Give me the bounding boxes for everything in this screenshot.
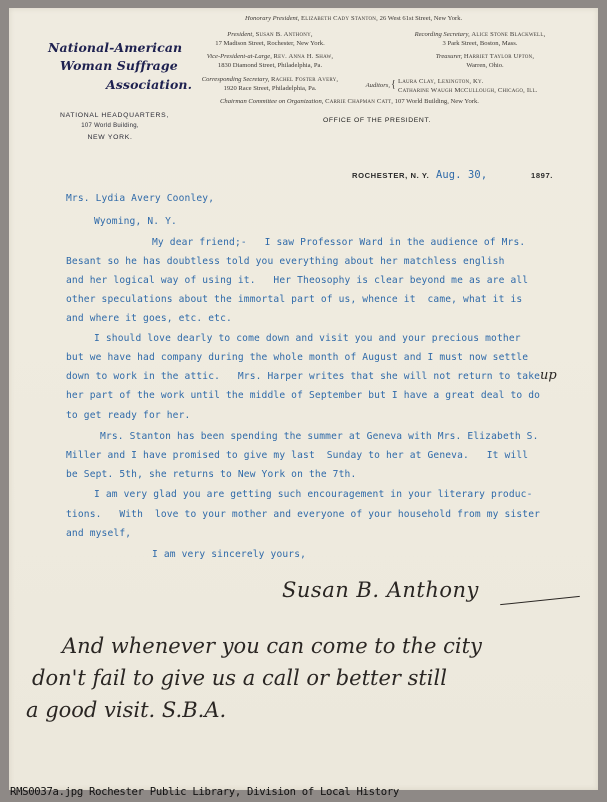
body-line: and where it goes, etc. etc. xyxy=(66,313,232,324)
postscript-line: don't fail to give us a call or better still xyxy=(32,666,447,690)
treasurer-role: Treasurer, xyxy=(435,53,463,60)
headquarters-building: 107 World Building, xyxy=(81,123,139,129)
auditor-2: Catharine Waugh McCullough, Chicago, Ill. xyxy=(398,87,538,94)
chairman-address: 107 World Building, New York. xyxy=(394,98,479,105)
honorary-president-name: Elizabeth Cady Stanton, xyxy=(301,15,378,22)
body-line: but we have had company during the whole month of August and I must now settle xyxy=(66,352,529,363)
body-line: and her logical way of using it. Her Theosophy is clear beyond me as are all xyxy=(66,275,529,286)
president-name: Susan B. Anthony, xyxy=(255,31,313,38)
postscript-line: And whenever you can come to the city xyxy=(62,634,482,658)
body-line: to get ready for her. xyxy=(66,410,191,421)
treasurer-address: Warren, Ohio. xyxy=(466,62,504,69)
president-address: 17 Madison Street, Rochester, New York. xyxy=(215,40,325,47)
signature: Susan B. Anthony xyxy=(282,578,479,602)
recording-secretary-address: 3 Park Street, Boston, Mass. xyxy=(442,40,518,47)
vice-president-block xyxy=(190,52,350,70)
year-printed: 1897. xyxy=(531,171,554,180)
handwritten-insert: up xyxy=(540,368,557,383)
office-of-president: OFFICE OF THE PRESIDENT. xyxy=(323,117,431,124)
body-line: and myself, xyxy=(66,528,132,539)
chairman-name: Carrie Chapman Catt, xyxy=(325,98,394,105)
date-typed: Aug. 30, xyxy=(436,169,488,181)
president-role: President, xyxy=(227,31,254,38)
vice-president-role: Vice-President-at-Large, xyxy=(206,53,272,60)
auditors-list xyxy=(398,77,538,95)
body-line: I am very glad you are getting such encouragement in your literary produc- xyxy=(94,489,533,500)
chairman-role: Chairman Committee on Organization, xyxy=(220,98,324,105)
headquarters-label: NATIONAL HEADQUARTERS, xyxy=(60,112,169,119)
org-name-line-1: National-American xyxy=(48,40,183,55)
auditors-brace: { xyxy=(391,79,396,90)
postscript-line: a good visit. S.B.A. xyxy=(26,698,227,722)
body-line: tions. With love to your mother and everyone of your household from my sister xyxy=(66,509,541,520)
honorary-president-address: 26 West 61st Street, New York. xyxy=(379,15,463,22)
recipient-name: Mrs. Lydia Avery Coonley, xyxy=(66,193,215,204)
image-caption: RMS0037a.jpg Rochester Public Library, Division of Local History xyxy=(10,786,399,798)
headquarters-city: NEW YORK. xyxy=(87,134,133,141)
body-line: Mrs. Stanton has been spending the summer at Geneva with Mrs. Elizabeth S. xyxy=(100,431,539,442)
body-line: I should love dearly to come down and visit you and your precious mother xyxy=(94,333,521,344)
closing: I am very sincerely yours, xyxy=(152,549,307,560)
auditors-role: Auditors, xyxy=(365,82,390,89)
body-line: other speculations about the immortal part of us, whence it came, what it is xyxy=(66,294,523,305)
auditor-1: Laura Clay, Lexington, Ky. xyxy=(398,78,484,85)
org-name-line-2: Woman Suffrage xyxy=(60,58,178,73)
place-printed: ROCHESTER, N. Y. xyxy=(352,171,430,180)
body-line: Miller and I have promised to give my last Sunday to her at Geneva. It will xyxy=(66,450,529,461)
corresponding-secretary-name: Rachel Foster Avery, xyxy=(271,76,339,83)
chairman-line xyxy=(220,97,580,106)
corresponding-secretary-block xyxy=(190,75,350,93)
body-line: down to work in the attic. Mrs. Harper writes that she will not return to take xyxy=(66,371,541,382)
recording-secretary-role: Recording Secretary, xyxy=(414,31,470,38)
treasurer-block xyxy=(400,52,570,70)
body-line: her part of the work until the middle of September but I have a great deal to do xyxy=(66,390,541,401)
org-name-line-3: Association. xyxy=(106,77,193,92)
president-block xyxy=(195,30,345,48)
corresponding-secretary-address: 1920 Race Street, Philadelphia, Pa. xyxy=(223,85,317,92)
body-line: Besant so he has doubtless told you everything about her matchless english xyxy=(66,256,505,267)
honorary-president-role: Honorary President, xyxy=(245,15,300,22)
corresponding-secretary-role: Corresponding Secretary, xyxy=(201,76,270,83)
body-line: My dear friend;- I saw Professor Ward in the audience of Mrs. xyxy=(152,237,526,248)
honorary-president-line xyxy=(245,14,575,23)
vice-president-name: Rev. Anna H. Shaw, xyxy=(273,53,334,60)
recording-secretary-name: Alice Stone Blackwell, xyxy=(471,31,546,38)
recipient-location: Wyoming, N. Y. xyxy=(94,216,177,227)
recording-secretary-block xyxy=(380,30,580,48)
body-line: be Sept. 5th, she returns to New York on the 7th. xyxy=(66,469,357,480)
treasurer-name: Harriet Taylor Upton, xyxy=(463,53,535,60)
vice-president-address: 1830 Diamond Street, Philadelphia, Pa. xyxy=(217,62,323,69)
